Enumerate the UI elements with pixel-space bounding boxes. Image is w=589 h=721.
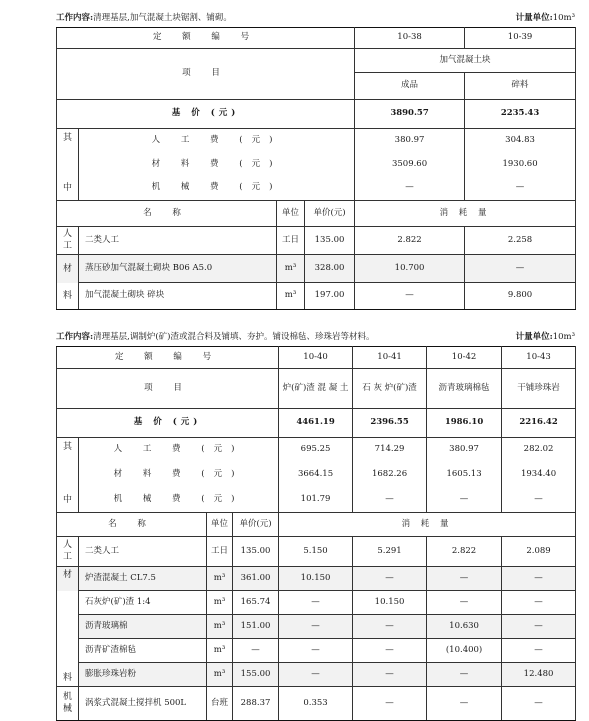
measure-unit [516,330,575,344]
code-10-40: 10-40 [279,347,353,369]
cost-value: 714.29 [353,438,427,463]
cost-row [57,177,576,201]
code-row [57,28,576,49]
cost-value: 101.79 [279,488,353,513]
cost-value: 304.83 [465,129,576,153]
labor-group-label: 人工 [57,227,79,255]
labor-price: 135.00 [305,227,355,255]
material-unit: m³ [207,591,233,615]
cost-value: 3664.15 [279,463,353,488]
item-asphalt-glass-wool: 沥青玻璃棉毡 [427,369,502,409]
labor-row [57,537,576,567]
base-price-row [57,409,576,438]
cost-group-label: 其 [57,129,79,153]
base-price-value: 1986.10 [427,409,502,438]
measure-unit [516,11,575,25]
machine-group-label: 机械 [57,687,79,721]
base-price-value: 4461.19 [279,409,353,438]
work-content-line-2 [56,330,575,344]
material-price: 197.00 [305,283,355,310]
base-price-value: 2396.55 [353,409,427,438]
material-unit: m³ [207,663,233,687]
material-price: 155.00 [233,663,279,687]
cost-value: — [502,488,576,513]
measure-unit-label: 计量单位: [515,13,553,23]
cost-value: 1605.13 [427,463,502,488]
material-value: (10.400) [427,639,502,663]
labor-group-label: 人工 [57,537,79,567]
consumption-price-header: 单价(元) [233,513,279,537]
machine-value: — [502,687,576,721]
cost-name: 材 料 费 (元) [79,153,355,177]
material-row [57,591,576,615]
material-group-label: 料 [57,663,79,687]
material-value: — [279,591,353,615]
material-unit: m³ [277,283,305,310]
machine-value: 0.353 [279,687,353,721]
cost-value: 380.97 [427,438,502,463]
material-value: — [502,591,576,615]
item-sub-finished: 成品 [355,73,465,100]
labor-value: 2.258 [465,227,576,255]
material-value: — [502,639,576,663]
consumption-header-row [57,513,576,537]
base-price-row [57,100,576,129]
material-name: 石灰炉(矿)渣 1:4 [79,591,207,615]
material-value: — [502,567,576,591]
base-price-label: 基 价 (元) [57,100,355,129]
code-10-42: 10-42 [427,347,502,369]
material-value: 10.150 [353,591,427,615]
material-row [57,567,576,591]
consumption-price-header: 单价(元) [305,201,355,227]
material-name: 加气混凝土砌块 碎块 [79,283,277,310]
material-value: — [353,639,427,663]
cost-row [57,153,576,177]
consumption-name-header: 名 称 [57,201,277,227]
cost-value: — [353,488,427,513]
cost-group-label: 中 [57,177,79,201]
machine-unit: 台班 [207,687,233,721]
material-group-spacer [57,615,79,639]
cost-name: 机 械 费 (元) [79,177,355,201]
code-row [57,347,576,369]
material-row [57,663,576,687]
material-name: 蒸压砂加气混凝土砌块 B06 A5.0 [79,255,277,283]
material-value: — [279,639,353,663]
material-name: 沥青玻璃棉 [79,615,207,639]
labor-unit: 工日 [277,227,305,255]
labor-value: 2.089 [502,537,576,567]
item-slag-concrete: 炉(矿)渣 混 凝 土 [279,369,353,409]
base-price-label: 基 价 (元) [57,409,279,438]
item-lime-slag: 石 灰 炉(矿)渣 [353,369,427,409]
labor-value: 2.822 [355,227,465,255]
material-value: — [355,283,465,310]
machine-price: 288.37 [233,687,279,721]
material-value: — [427,591,502,615]
work-content-text: 清理基层,调制炉(矿)渣或混合料及铺填、夯护。铺设棉毡、珍珠岩等材料。 [93,332,375,342]
material-value: — [427,567,502,591]
base-price-value: 3890.57 [355,100,465,129]
cost-row [57,463,576,488]
work-content-label: 工作内容: [56,332,94,342]
item-row [57,369,576,409]
item-dry-perlite: 干铺珍珠岩 [502,369,576,409]
material-value: 12.480 [502,663,576,687]
code-10-38: 10-38 [355,28,465,49]
material-name: 沥青矿渣棉毡 [79,639,207,663]
cost-row [57,488,576,513]
cost-value: 282.02 [502,438,576,463]
base-price-value: 2216.42 [502,409,576,438]
cost-value: 1930.60 [465,153,576,177]
material-row [57,615,576,639]
code-10-39: 10-39 [465,28,576,49]
material-name: 膨胀珍珠岩粉 [79,663,207,687]
cost-name: 机 械 费 (元) [79,488,279,513]
cost-value: 380.97 [355,129,465,153]
quota-table-2 [56,346,576,721]
code-10-43: 10-43 [502,347,576,369]
consumption-amount-header: 消 耗 量 [355,201,576,227]
material-group-label: 材 [57,567,79,591]
material-group-spacer [57,639,79,663]
cost-name: 材 料 费 (元) [79,463,279,488]
material-group-label: 料 [57,283,79,310]
cost-name: 人 工 费 (元) [79,438,279,463]
material-unit: m³ [277,255,305,283]
code-10-41: 10-41 [353,347,427,369]
consumption-unit-header: 单位 [207,513,233,537]
consumption-amount-header: 消 耗 量 [279,513,576,537]
material-value: 10.630 [427,615,502,639]
material-unit: m³ [207,567,233,591]
item-row [57,49,576,73]
labor-row [57,227,576,255]
cost-group-label: 其 [57,438,79,463]
material-value: — [502,615,576,639]
material-row [57,283,576,310]
base-price-value: 2235.43 [465,100,576,129]
machine-value: — [353,687,427,721]
material-value: — [353,567,427,591]
material-value: — [427,663,502,687]
material-value: — [279,615,353,639]
work-content-text: 清理基层,加气混凝土块锯割、铺砌。 [93,13,232,23]
cost-value: 1682.26 [353,463,427,488]
consumption-header-row [57,201,576,227]
cost-value: — [355,177,465,201]
material-price: 361.00 [233,567,279,591]
quota-table-1 [56,27,576,310]
material-price: 165.74 [233,591,279,615]
measure-unit-value: 10m³ [552,332,575,342]
cost-name: 人 工 费 (元) [79,129,355,153]
cost-group-spacer [57,463,79,488]
labor-value: 5.150 [279,537,353,567]
machine-row [57,687,576,721]
labor-value: 2.822 [427,537,502,567]
measure-unit-value: 10m³ [552,13,575,23]
cost-group-spacer [57,153,79,177]
material-name: 炉渣混凝土 CL7.5 [79,567,207,591]
cost-value: 1934.40 [502,463,576,488]
cost-row [57,129,576,153]
material-price: — [233,639,279,663]
cost-value: — [427,488,502,513]
cost-row [57,438,576,463]
cost-value: — [465,177,576,201]
material-row [57,639,576,663]
labor-price: 135.00 [233,537,279,567]
material-value: 10.700 [355,255,465,283]
machine-name: 涡浆式混凝土搅拌机 500L [79,687,207,721]
material-value: 10.150 [279,567,353,591]
labor-name: 二类人工 [79,537,207,567]
work-content-line-1 [56,11,575,25]
item-group-label: 加气混凝土块 [355,49,576,73]
work-content-label: 工作内容: [56,13,94,23]
material-unit: m³ [207,639,233,663]
material-price: 328.00 [305,255,355,283]
material-value: — [465,255,576,283]
material-group-spacer [57,591,79,615]
material-value: — [353,663,427,687]
material-value: 9.800 [465,283,576,310]
cost-value: 695.25 [279,438,353,463]
item-label: 项 目 [57,369,279,409]
code-label: 定 额 编 号 [57,347,279,369]
item-sub-crushed: 碎料 [465,73,576,100]
material-group-label: 材 [57,255,79,283]
measure-unit-label: 计量单位: [515,332,553,342]
labor-unit: 工日 [207,537,233,567]
material-price: 151.00 [233,615,279,639]
material-unit: m³ [207,615,233,639]
item-label: 项 目 [57,49,355,100]
material-row [57,255,576,283]
material-value: — [279,663,353,687]
cost-group-label: 中 [57,488,79,513]
cost-value: 3509.60 [355,153,465,177]
consumption-unit-header: 单位 [277,201,305,227]
labor-name: 二类人工 [79,227,277,255]
consumption-name-header: 名 称 [57,513,207,537]
machine-value: — [427,687,502,721]
material-value: — [353,615,427,639]
labor-value: 5.291 [353,537,427,567]
code-label: 定 额 编 号 [57,28,355,49]
